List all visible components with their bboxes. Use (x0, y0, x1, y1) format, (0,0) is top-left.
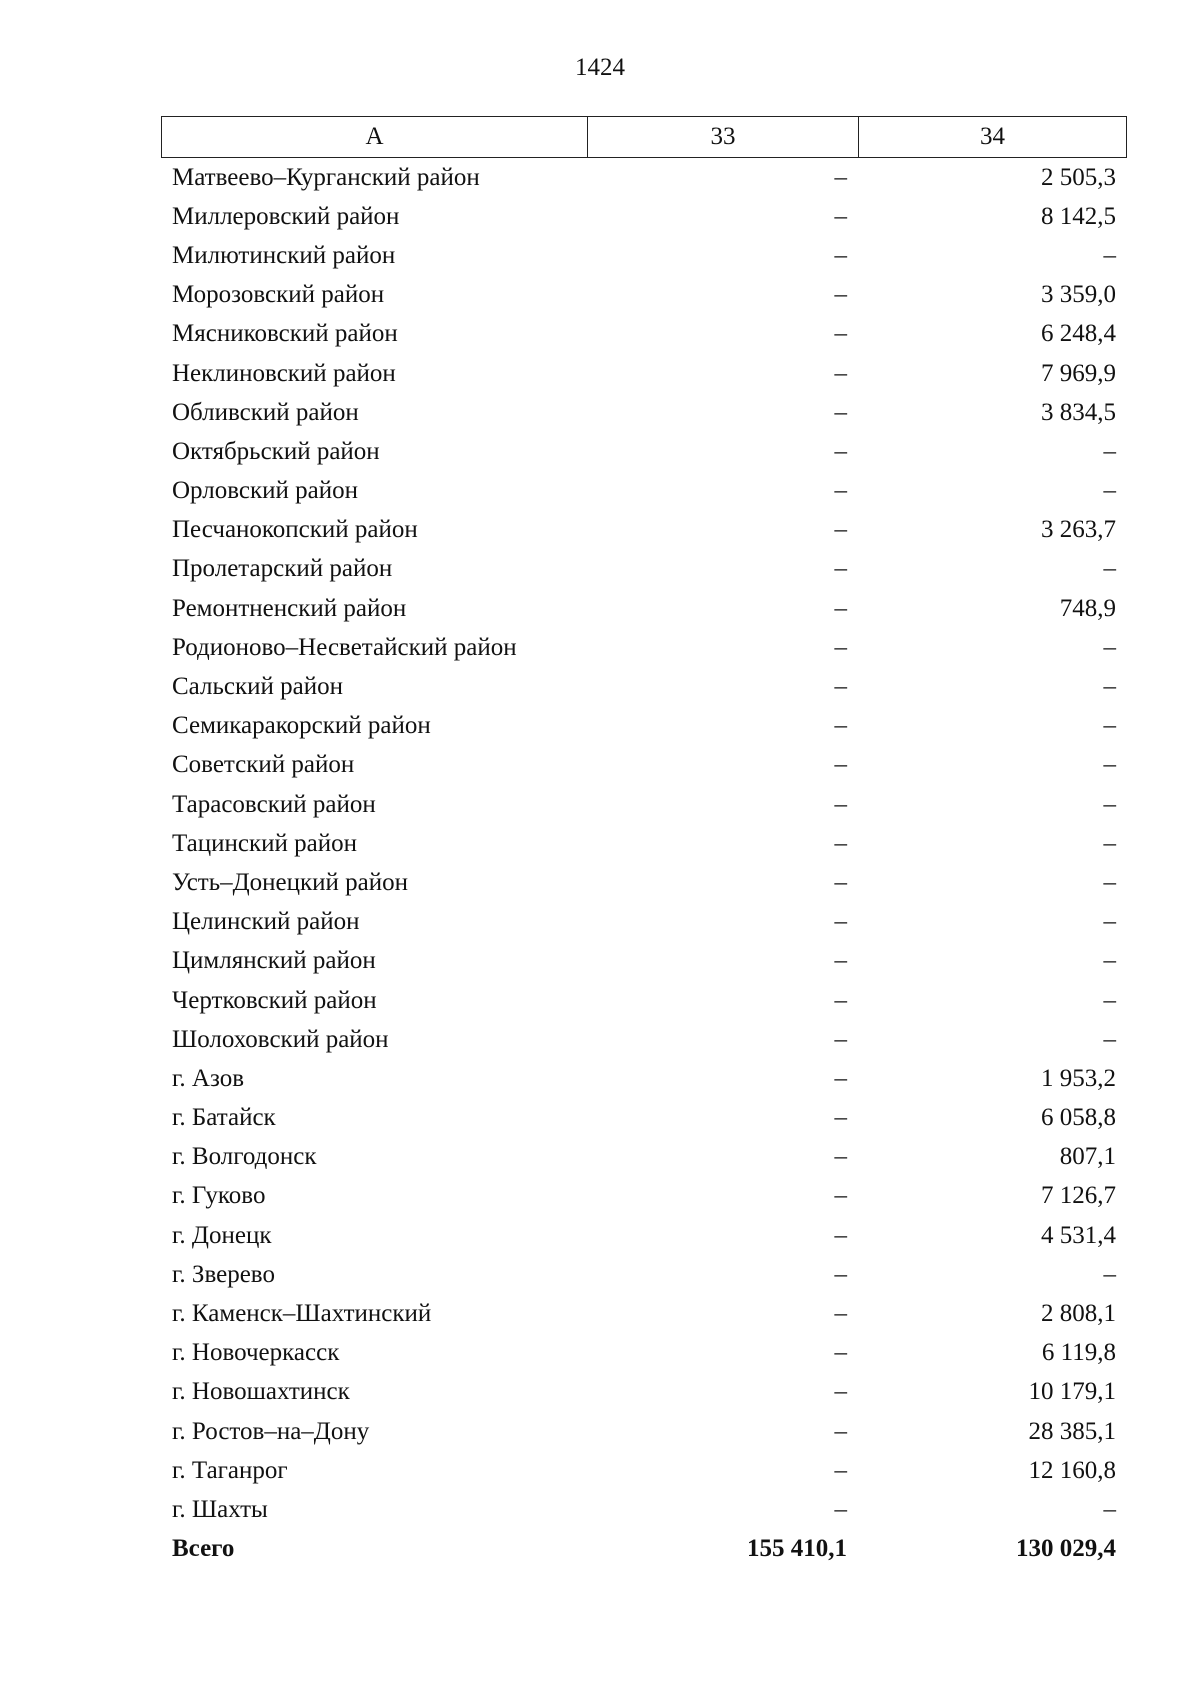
row-value-34: 7 126,7 (1041, 1182, 1116, 1210)
row-name: г. Батайск (172, 1104, 276, 1132)
row-value-33: – (834, 868, 847, 896)
row-name: Пролетарский район (172, 555, 393, 583)
row-name: Семикаракорский район (172, 712, 431, 740)
row-value-33: – (834, 1456, 847, 1484)
table-row (161, 1373, 1127, 1412)
row-name: Миллеровский район (172, 202, 400, 230)
row-value-34: 807,1 (1059, 1143, 1116, 1171)
row-value-33: – (834, 1221, 847, 1249)
row-name: г. Гуково (172, 1182, 266, 1210)
row-value-34: – (1103, 712, 1116, 740)
row-value-33: – (834, 908, 847, 936)
table-row (161, 1255, 1127, 1294)
row-value-34: 3 263,7 (1041, 516, 1116, 544)
total-value-34: 130 029,4 (1016, 1535, 1116, 1563)
row-value-34: 6 248,4 (1041, 320, 1116, 348)
row-value-33: – (834, 320, 847, 348)
table-row (161, 1490, 1127, 1529)
row-value-34: 10 179,1 (1028, 1378, 1116, 1406)
table-row (161, 276, 1127, 315)
row-value-33: – (834, 633, 847, 661)
row-name: Песчанокопский район (172, 516, 418, 544)
row-value-34: – (1103, 986, 1116, 1014)
table-row (161, 511, 1127, 550)
header-cell-a: А (162, 117, 588, 157)
table-row (161, 472, 1127, 511)
row-name: Цимлянский район (172, 947, 376, 975)
row-value-34: – (1103, 1025, 1116, 1053)
table-row (161, 824, 1127, 863)
table-row (161, 1177, 1127, 1216)
row-value-34: – (1103, 477, 1116, 505)
row-name: Орловский район (172, 477, 358, 505)
row-name: Усть–Донецкий район (172, 868, 409, 896)
row-value-33: – (834, 281, 847, 309)
row-value-33: – (834, 359, 847, 387)
row-value-34: – (1103, 241, 1116, 269)
row-name: Тарасовский район (172, 790, 376, 818)
row-value-34: 2 505,3 (1041, 163, 1116, 191)
row-value-33: – (834, 712, 847, 740)
row-value-34: 2 808,1 (1041, 1300, 1116, 1328)
row-name: Октябрьский район (172, 437, 380, 465)
row-name: г. Новошахтинск (172, 1378, 350, 1406)
row-name: г. Шахты (172, 1495, 268, 1523)
row-value-33: – (834, 1143, 847, 1171)
table-header (161, 116, 1127, 158)
row-value-33: – (834, 1339, 847, 1367)
table-row (161, 785, 1127, 824)
row-name: Родионово–Несветайский район (172, 633, 517, 661)
table-row (161, 1099, 1127, 1138)
table-row (161, 981, 1127, 1020)
row-value-34: – (1103, 829, 1116, 857)
row-name: Матвеево–Курганский район (172, 163, 480, 191)
row-value-33: – (834, 437, 847, 465)
row-value-33: – (834, 1104, 847, 1132)
row-value-33: – (834, 516, 847, 544)
table-row (161, 942, 1127, 981)
row-value-34: – (1103, 947, 1116, 975)
row-name: г. Новочеркасск (172, 1339, 340, 1367)
row-value-33: – (834, 751, 847, 779)
row-value-33: – (834, 1260, 847, 1288)
row-value-34: – (1103, 908, 1116, 936)
table-row (161, 746, 1127, 785)
row-name: г. Азов (172, 1064, 245, 1092)
row-value-34: 8 142,5 (1041, 202, 1116, 230)
row-name: Целинский район (172, 908, 360, 936)
row-value-33: – (834, 829, 847, 857)
row-value-33: – (834, 398, 847, 426)
row-name: Мясниковский район (172, 320, 398, 348)
row-name: г. Каменск–Шахтинский (172, 1300, 432, 1328)
row-name: г. Таганрог (172, 1456, 288, 1484)
row-value-34: – (1103, 673, 1116, 701)
row-name: г. Донецк (172, 1221, 272, 1249)
row-value-34: 12 160,8 (1028, 1456, 1116, 1484)
row-value-33: – (834, 986, 847, 1014)
row-name: г. Зверево (172, 1260, 275, 1288)
table-row (161, 1334, 1127, 1373)
table-row (161, 628, 1127, 667)
row-name: Ремонтненский район (172, 594, 407, 622)
table-row (161, 197, 1127, 236)
row-name: Советский район (172, 751, 355, 779)
row-value-34: – (1103, 790, 1116, 818)
row-value-34: – (1103, 1495, 1116, 1523)
row-value-33: – (834, 1025, 847, 1053)
row-value-34: 7 969,9 (1041, 359, 1116, 387)
row-name: Неклиновский район (172, 359, 396, 387)
row-name: Шолоховский район (172, 1025, 389, 1053)
table-row (161, 1294, 1127, 1333)
row-value-33: – (834, 555, 847, 583)
table-row (161, 1020, 1127, 1059)
row-value-34: 3 359,0 (1041, 281, 1116, 309)
row-value-33: – (834, 1378, 847, 1406)
table-row (161, 236, 1127, 275)
table-row (161, 589, 1127, 628)
row-name: Обливский район (172, 398, 359, 426)
table-row (161, 903, 1127, 942)
row-value-33: – (834, 477, 847, 505)
table-row (161, 1451, 1127, 1490)
row-value-34: – (1103, 1260, 1116, 1288)
row-value-34: 6 119,8 (1041, 1339, 1116, 1367)
row-value-34: – (1103, 751, 1116, 779)
table-row (161, 315, 1127, 354)
data-table (161, 116, 1127, 1569)
row-name: Милютинский район (172, 241, 396, 269)
table-body (161, 158, 1127, 1569)
total-value-33: 155 410,1 (747, 1535, 847, 1563)
row-value-33: – (834, 1417, 847, 1445)
row-value-34: 28 385,1 (1028, 1417, 1116, 1445)
row-name: Тацинский район (172, 829, 357, 857)
table-row (161, 1059, 1127, 1098)
table-row (161, 707, 1127, 746)
header-cell-33: 33 (588, 117, 859, 157)
row-value-33: – (834, 202, 847, 230)
row-value-33: – (834, 1495, 847, 1523)
row-value-33: – (834, 1300, 847, 1328)
table-row (161, 863, 1127, 902)
table-row (161, 393, 1127, 432)
row-value-34: 4 531,4 (1041, 1221, 1116, 1249)
row-value-33: – (834, 1064, 847, 1092)
total-row (161, 1530, 1127, 1569)
table-row (161, 354, 1127, 393)
row-value-34: – (1103, 633, 1116, 661)
total-label: Всего (172, 1535, 235, 1563)
row-value-34: 748,9 (1059, 594, 1116, 622)
row-value-33: – (834, 673, 847, 701)
row-value-34: 6 058,8 (1041, 1104, 1116, 1132)
table-row (161, 550, 1127, 589)
row-value-33: – (834, 594, 847, 622)
row-value-34: – (1103, 555, 1116, 583)
table-row (161, 1216, 1127, 1255)
table-row (161, 158, 1127, 197)
row-value-33: – (834, 947, 847, 975)
row-name: Морозовский район (172, 281, 385, 309)
row-name: Чертковский район (172, 986, 377, 1014)
row-value-33: – (834, 163, 847, 191)
row-name: Сальский район (172, 673, 343, 701)
table-row (161, 1412, 1127, 1451)
row-value-34: 1 953,2 (1041, 1064, 1116, 1092)
row-value-33: – (834, 241, 847, 269)
table-row (161, 667, 1127, 706)
table-row (161, 1138, 1127, 1177)
row-value-34: 3 834,5 (1041, 398, 1116, 426)
row-name: г. Ростов–на–Дону (172, 1417, 370, 1445)
row-value-33: – (834, 1182, 847, 1210)
row-value-33: – (834, 790, 847, 818)
header-cell-34: 34 (980, 123, 1005, 150)
row-value-34: – (1103, 868, 1116, 896)
page-number: 1424 (575, 54, 625, 81)
row-value-34: – (1103, 437, 1116, 465)
table-row (161, 432, 1127, 471)
row-name: г. Волгодонск (172, 1143, 317, 1171)
